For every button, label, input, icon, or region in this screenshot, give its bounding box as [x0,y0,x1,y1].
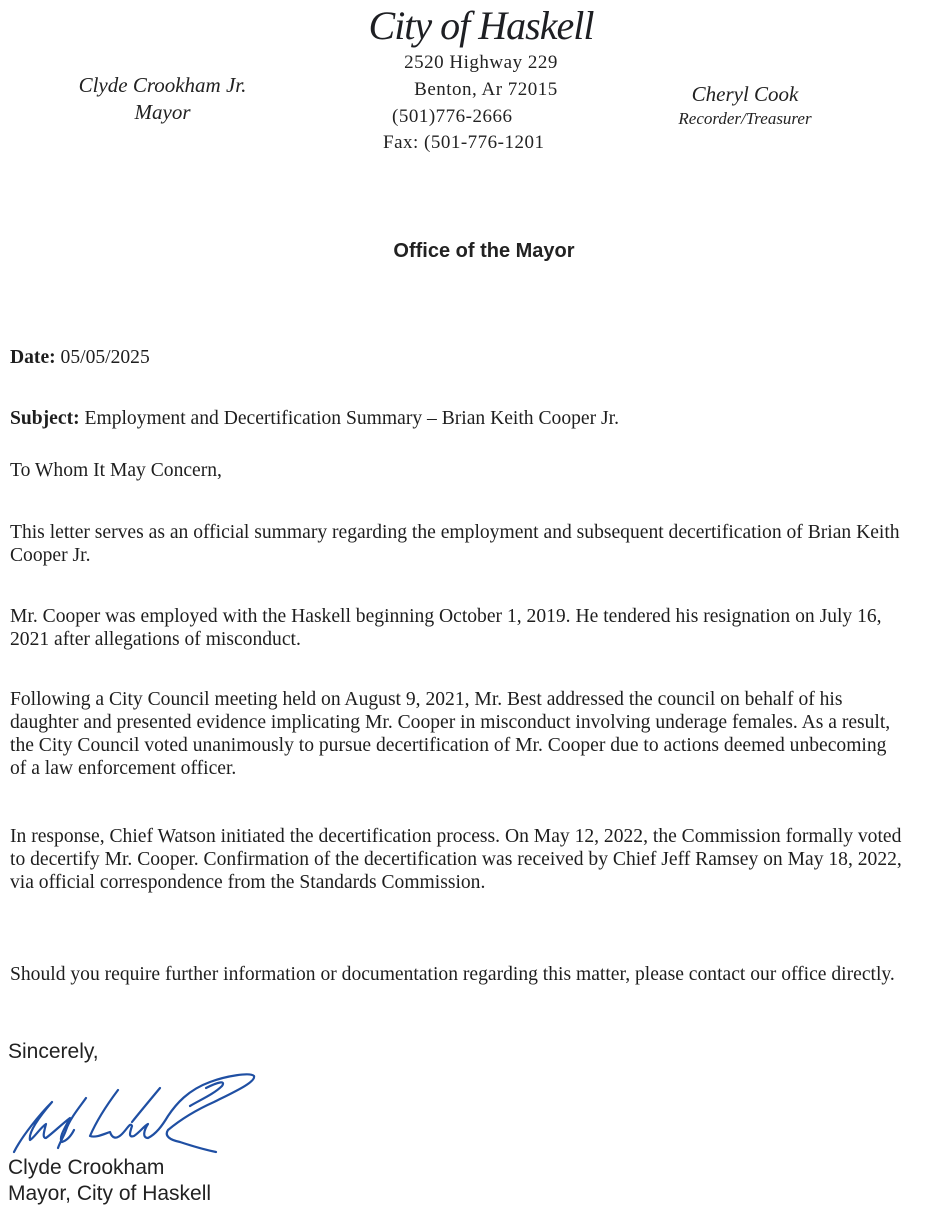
signer-title: Mayor, City of Haskell [8,1182,212,1205]
date-value: 05/05/2025 [60,346,150,368]
fax-number: Fax: (501-776-1201 [383,132,545,153]
signature-stroke [190,1082,223,1106]
mayor-block [30,72,295,126]
paragraph-decertification: In response, Chief Watson initiated the decertification process. On May 12, 2022, the Commission formally voted to decertify Mr. Cooper. Confirmation of the decertification was received by Chief Jeff Ramsey on May 18, 2022, via official correspondence from the Standards Commission. [10,825,902,893]
subject-line [10,407,903,430]
signature-stroke [14,1102,74,1152]
office-heading: Office of the Mayor [393,240,575,262]
greeting: To Whom It May Concern, [10,459,222,481]
signature-image [0,1066,270,1166]
phone-number: (501)776-2666 [392,106,513,127]
address-line-2: Benton, Ar 72015 [414,79,558,100]
subject-label: Subject: [10,407,80,429]
city-title: City of Haskell [368,3,594,48]
paragraph-intro: This letter serves as an official summary regarding the employment and subsequent decertification of Brian Keith Cooper Jr. [10,521,900,566]
mayor-title: Mayor [134,100,191,124]
subject-value: Employment and Decertification Summary – Brian Keith Cooper Jr. [84,407,619,429]
closing: Sincerely, [8,1040,99,1063]
recorder-title: Recorder/Treasurer [678,109,812,128]
address-line-1: 2520 Highway 229 [404,52,558,73]
recorder-name: Cheryl Cook [691,82,799,106]
paragraph-employment: Mr. Cooper was employed with the Haskell beginning October 1, 2019. He tendered his resignation on July 16, 2021 after allegations of misconduct. [10,605,882,650]
signature-stroke [90,1074,254,1152]
mayor-name: Clyde Crookham Jr. [78,73,247,97]
date-line [10,346,903,369]
paragraph-contact: Should you require further information or documentation regarding this matter, please contact our office directly. [10,963,895,985]
signer-name: Clyde Crookham [8,1156,165,1179]
signature-stroke [132,1088,160,1122]
paragraph-council: Following a City Council meeting held on August 9, 2021, Mr. Best addressed the council on behalf of his daughter and presented evidence implicating Mr. Cooper in misconduct involving underage females. As a result, the City Council voted unanimously to pursue decertification of Mr. Cooper due to actions deemed unbecoming of a law enforcement officer. [10,688,891,779]
date-label: Date: [10,346,56,368]
recorder-block [620,80,870,130]
